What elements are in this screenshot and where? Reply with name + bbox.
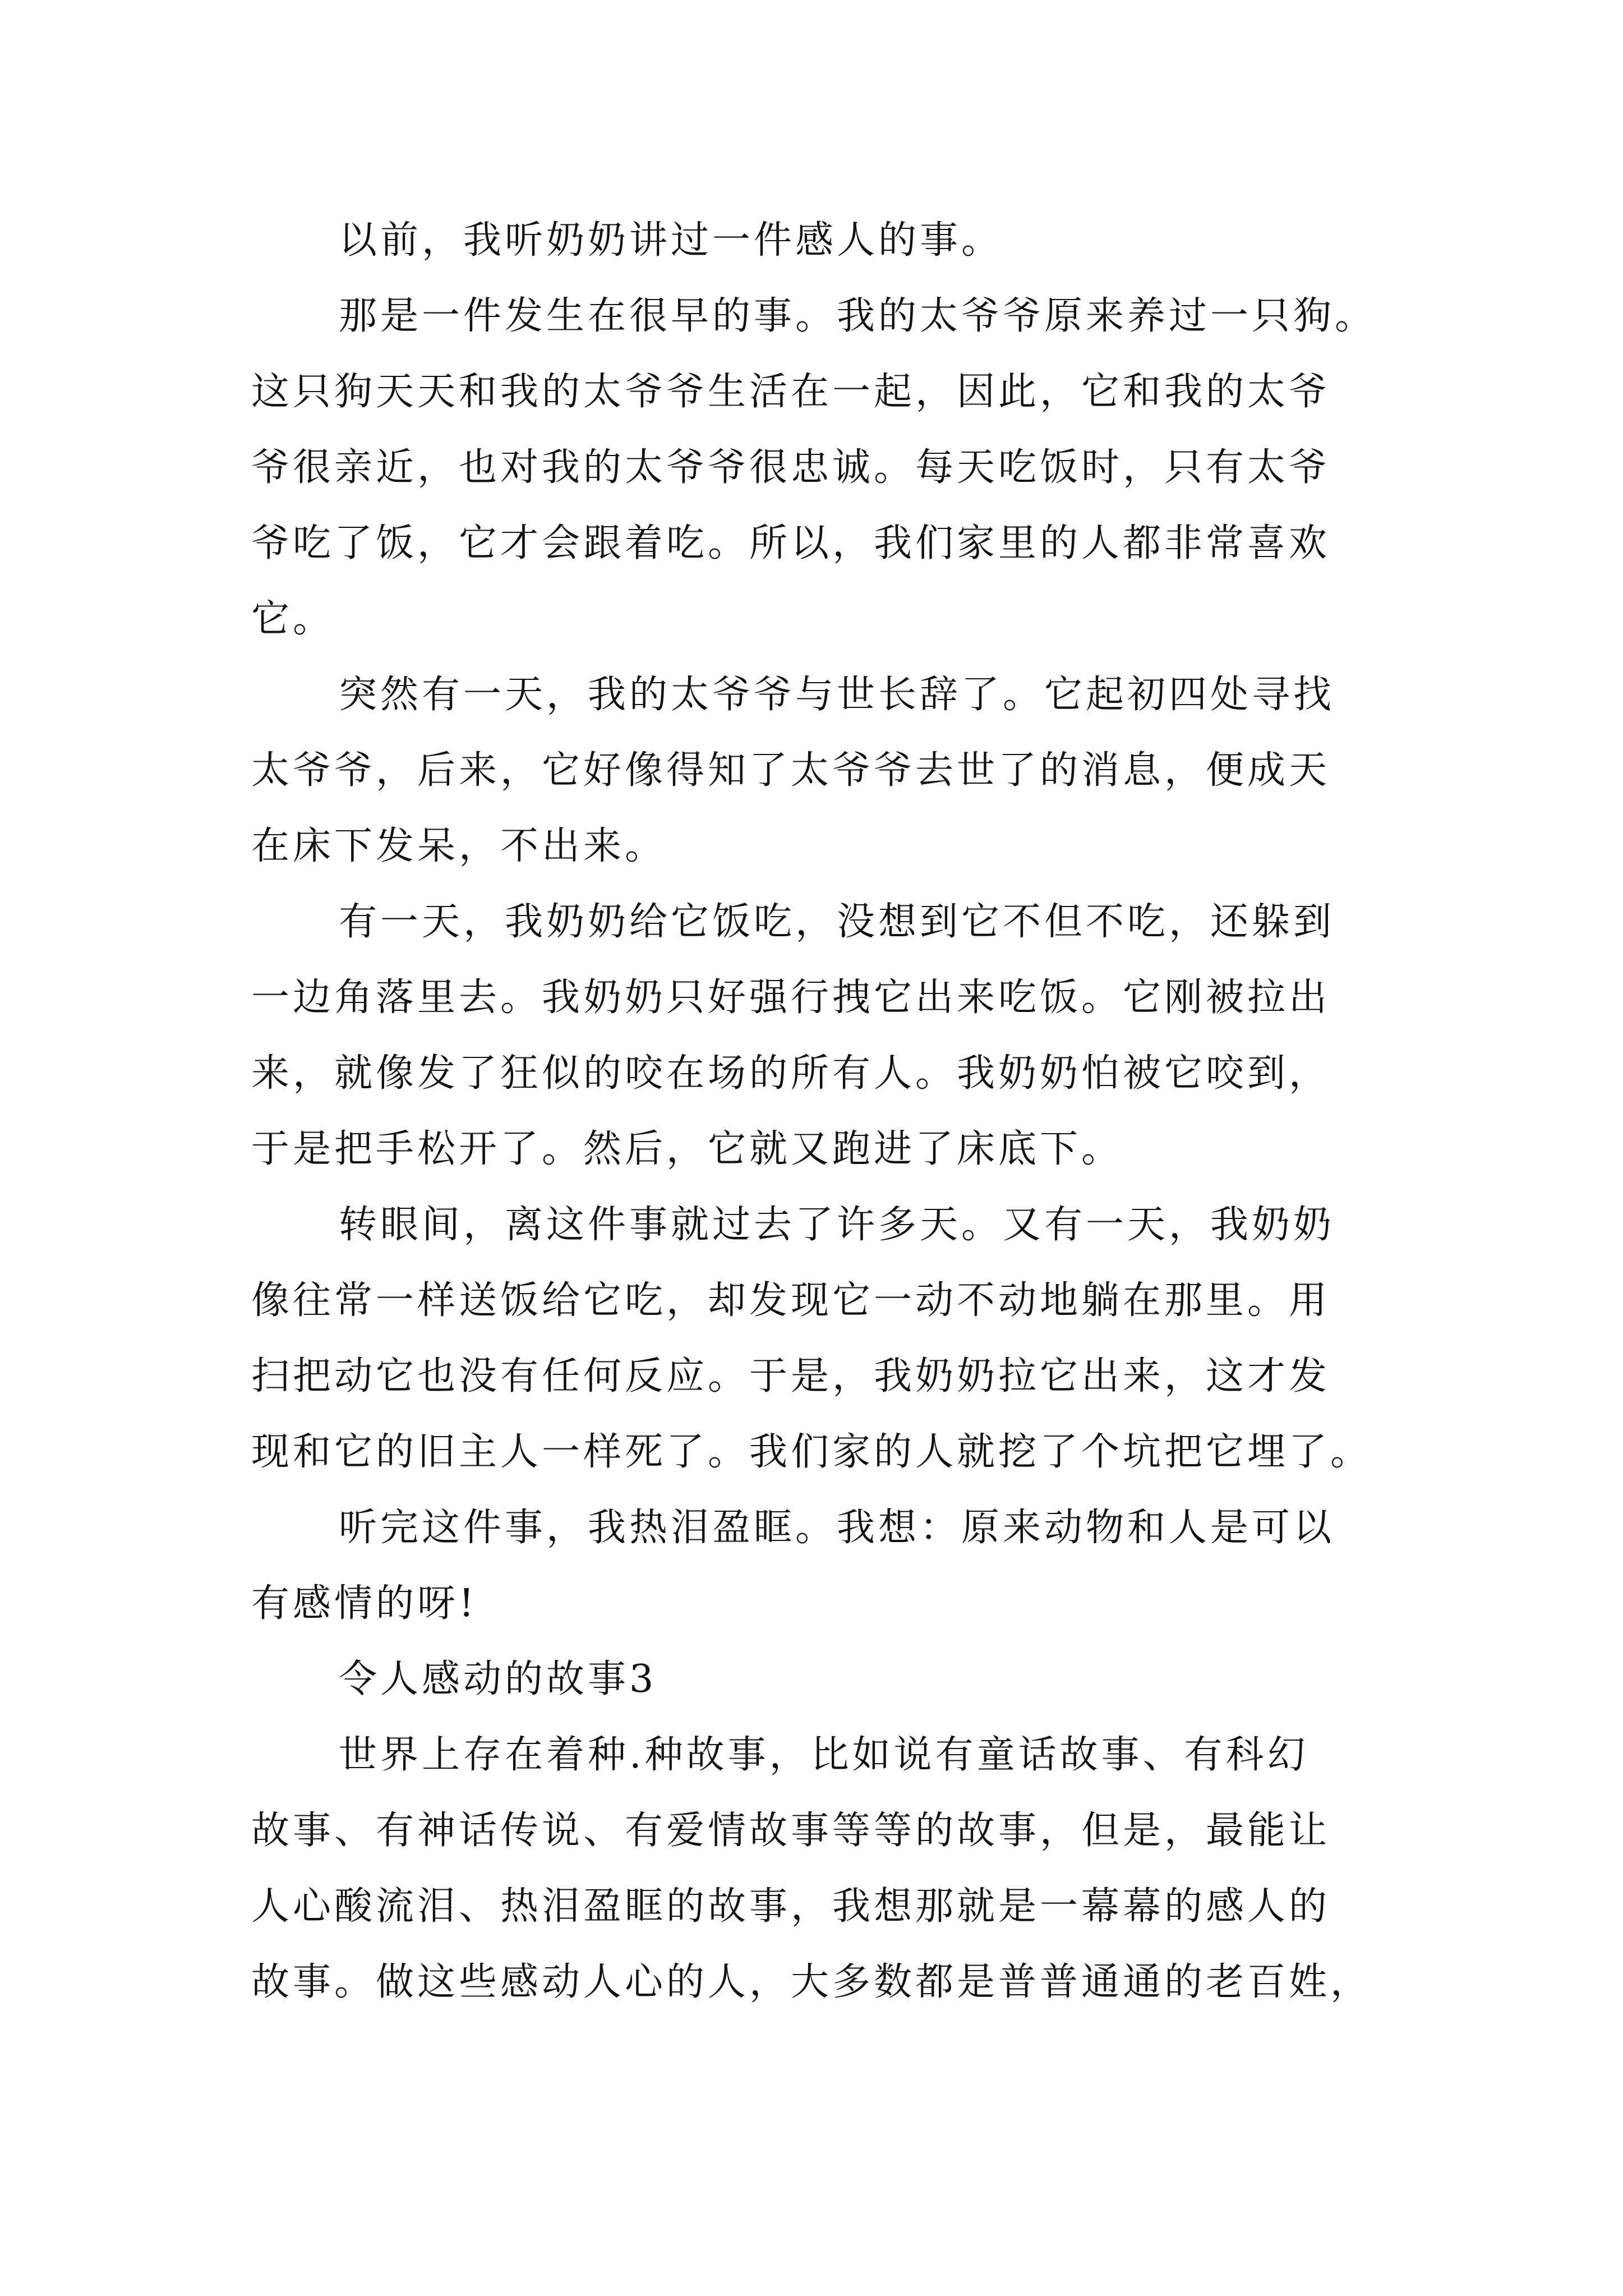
text-line: 有感情的呀! (251, 1581, 478, 1626)
section-heading: 令人感动的故事3 (339, 1657, 657, 1701)
text-line: 有一天，我奶奶给它饭吃，没想到它不但不吃，还躲到 (339, 900, 1335, 944)
text-line: 在床下发呆，不出来。 (251, 824, 667, 868)
text-line: 爷吃了饭，它才会跟着吃。所以，我们家里的人都非常喜欢 (251, 521, 1331, 565)
text-line: 人心酸流泪、热泪盈眶的故事，我想那就是一幕幕的感人的 (251, 1884, 1331, 1929)
text-line: 太爷爷，后来，它好像得知了太爷爷去世了的消息，便成天 (251, 748, 1331, 793)
text-line: 像往常一样送饭给它吃，却发现它一动不动地躺在那里。用 (251, 1278, 1331, 1323)
text-line: 现和它的旧主人一样死了。我们家的人就挖了个坑把它埋了。 (251, 1430, 1372, 1474)
text-line: 转眼间，离这件事就过去了许多天。又有一天，我奶奶 (339, 1203, 1335, 1247)
text-line: 扫把动它也没有任何反应。于是，我奶奶拉它出来，这才发 (251, 1354, 1331, 1398)
text-line: 那是一件发生在很早的事。我的太爷爷原来养过一只狗。 (339, 294, 1377, 338)
text-line: 它。 (251, 597, 335, 641)
text-line: 于是把手松开了。然后，它就又跑进了床底下。 (251, 1127, 1123, 1171)
text-line: 爷很亲近，也对我的太爷爷很忠诚。每天吃饭时，只有太爷 (251, 445, 1331, 490)
text-line: 故事。做这些感动人心的人，大多数都是普普通通的老百姓， (251, 1960, 1372, 2004)
text-line: 故事、有神话传说、有爱情故事等等的故事，但是，最能让 (251, 1809, 1331, 1853)
text-line: 来，就像发了狂似的咬在场的所有人。我奶奶怕被它咬到， (251, 1051, 1331, 1096)
text-line: 这只狗天天和我的太爷爷生活在一起，因此，它和我的太爷 (251, 370, 1331, 414)
text-line: 一边角落里去。我奶奶只好强行拽它出来吃饭。它刚被拉出 (251, 976, 1331, 1020)
text-line: 听完这件事，我热泪盈眶。我想：原来动物和人是可以 (339, 1506, 1335, 1550)
text-line: 世界上存在着种.种故事，比如说有童话故事、有科幻 (339, 1733, 1309, 1777)
text-line: 突然有一天，我的太爷爷与世长辞了。它起初四处寻找 (339, 673, 1335, 717)
text-line: 以前，我听奶奶讲过一件感人的事。 (339, 218, 1003, 263)
